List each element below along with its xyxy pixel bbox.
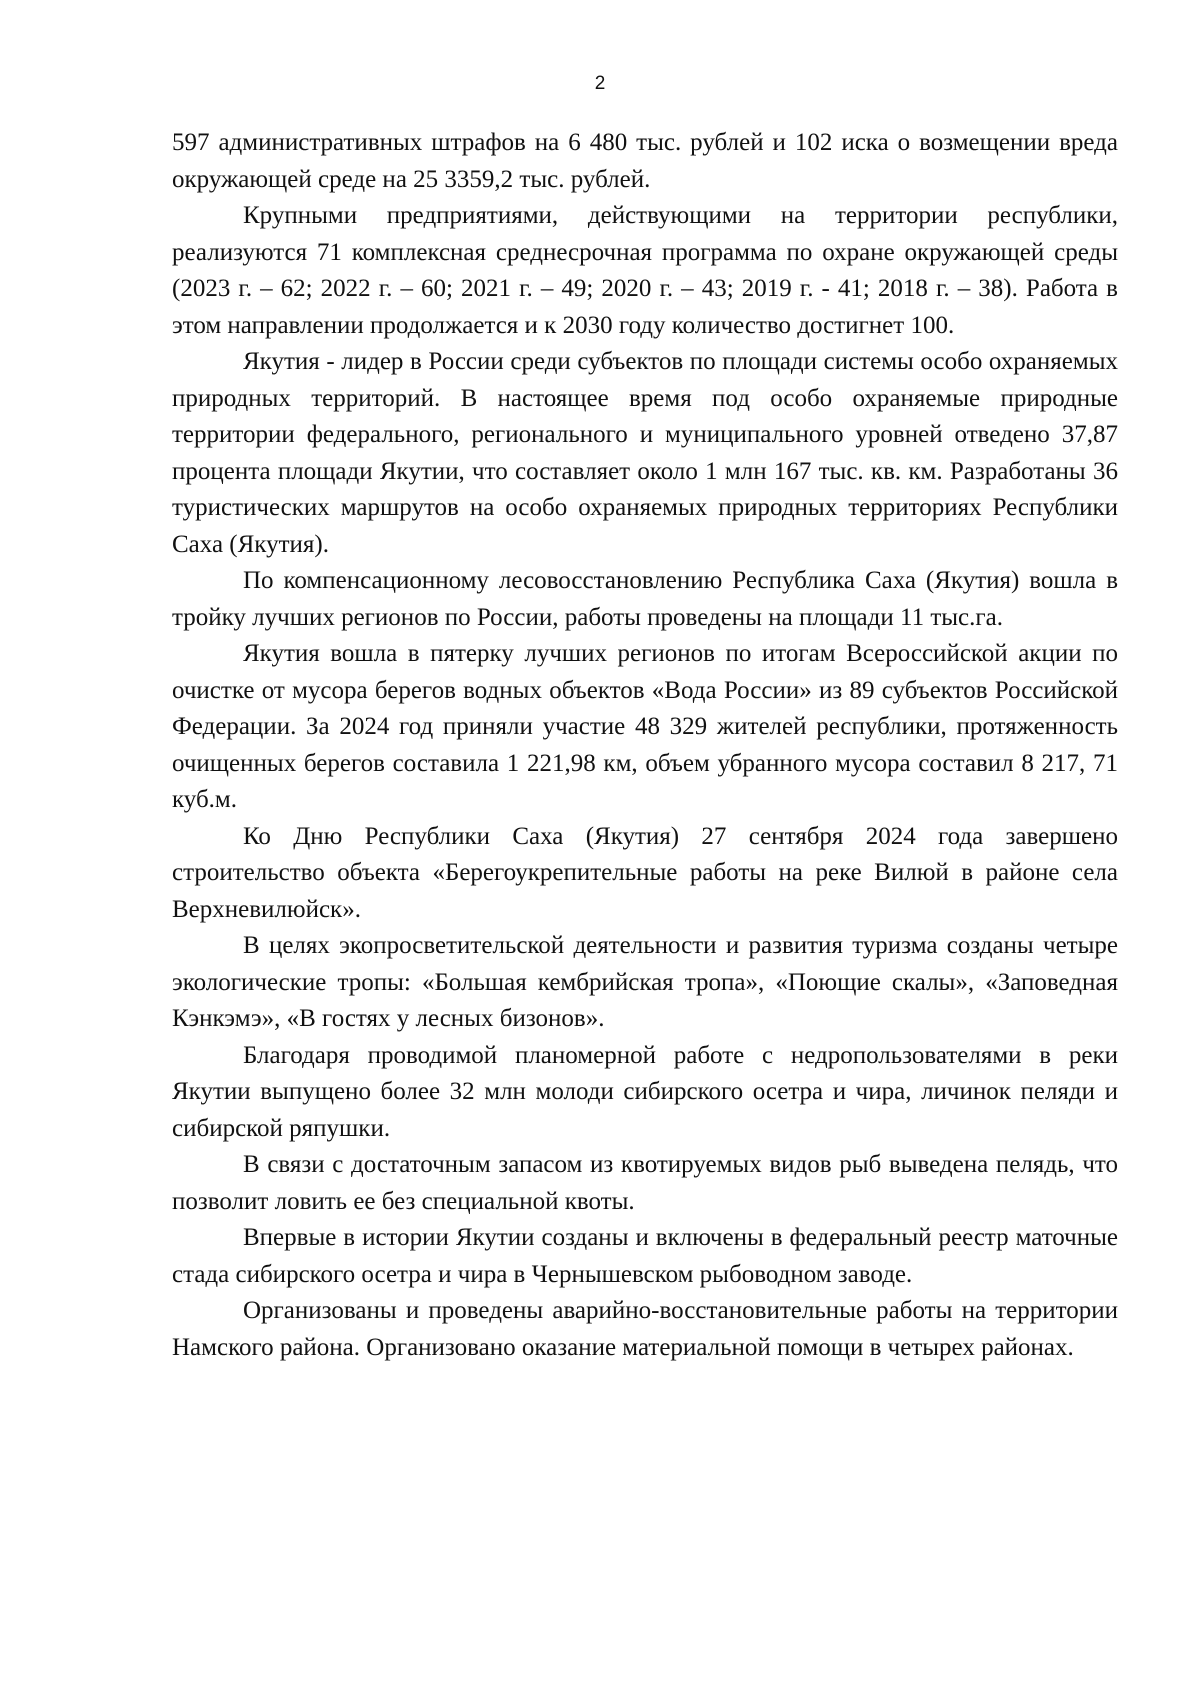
paragraph-reforestation: По компенсационному лесовосстановлению Республика Саха (Якутия) вошла в тройку лучших регионов по России, работы проведены на площади 11 тыс.га.	[172, 567, 1118, 631]
paragraph-environmental-programs: Крупными предприятиями, действующими на территории республики, реализуются 71 комплексная среднесрочная программа по охране окружающей среды (2023 г. – 62; 2022 г. – 60; 2021 г. – 49; 2020 г. – 43; 2019 г. - 41; 2018 г. – 38). Работа в этом направлении продолжается и к 2030 году количество достигнет 100.	[172, 202, 1118, 339]
paragraph-emergency-works: Организованы и проведены аварийно-восстановительные работы на территории Намского района. Организовано оказание материальной помощи в четырех районах.	[172, 1297, 1118, 1361]
paragraph-eco-trails: В целях экопросветительской деятельности и развития туризма созданы четыре экологические тропы: «Большая кембрийская тропа», «Поющие скалы», «Заповедная Кэнкэмэ», «В гостях у лесных бизонов».	[172, 932, 1118, 1032]
paragraph-fish-release: Благодаря проводимой планомерной работе с недропользователями в реки Якутии выпущено более 32 млн молоди сибирского осетра и чира, личинок пеляди и сибирской ряпушки.	[172, 1041, 1118, 1142]
document-body	[172, 125, 1118, 1366]
paragraph-fishing-quota: В связи с достаточным запасом из квотируемых видов рыб выведена пелядь, что позволит ловить ее без специальной квоты.	[172, 1151, 1118, 1215]
paragraph-protected-areas: Якутия - лидер в России среди субъектов по площади системы особо охраняемых природных территорий. В настоящее время под особо охраняемые природные территории федерального, регионального и муниципального уровней отведено 37,87 процента площади Якутии, что составляет около 1 млн 167 тыс. кв. км. Разработаны 36 туристических маршрутов на особо охраняемых природных территориях Республики Саха (Якутия).	[172, 348, 1118, 558]
paragraph-broodstock: Впервые в истории Якутии созданы и включены в федеральный реестр маточные стада сибирского осетра и чира в Чернышевском рыбоводном заводе.	[172, 1224, 1118, 1288]
paragraph-water-cleanup: Якутия вошла в пятерку лучших регионов по итогам Всероссийской акции по очистке от мусора берегов водных объектов «Вода России» из 89 субъектов Российской Федерации. За 2024 год приняли участие 48 329 жителей республики, протяженность очищенных берегов составила 1 221,98 км, объем убранного мусора составил 8 217, 71 куб.м.	[172, 640, 1118, 813]
paragraph-continuation: 597 административных штрафов на 6 480 тыс. рублей и 102 иска о возмещении вреда окружающей среде на 25 3359,2 тыс. рублей.	[172, 129, 1118, 193]
page-number: 2	[594, 73, 606, 94]
paragraph-bank-protection: Ко Дню Республики Саха (Якутия) 27 сентября 2024 года завершено строительство объекта «Берегоукрепительные работы на реке Вилюй в районе села Верхневилюйск».	[172, 822, 1118, 923]
